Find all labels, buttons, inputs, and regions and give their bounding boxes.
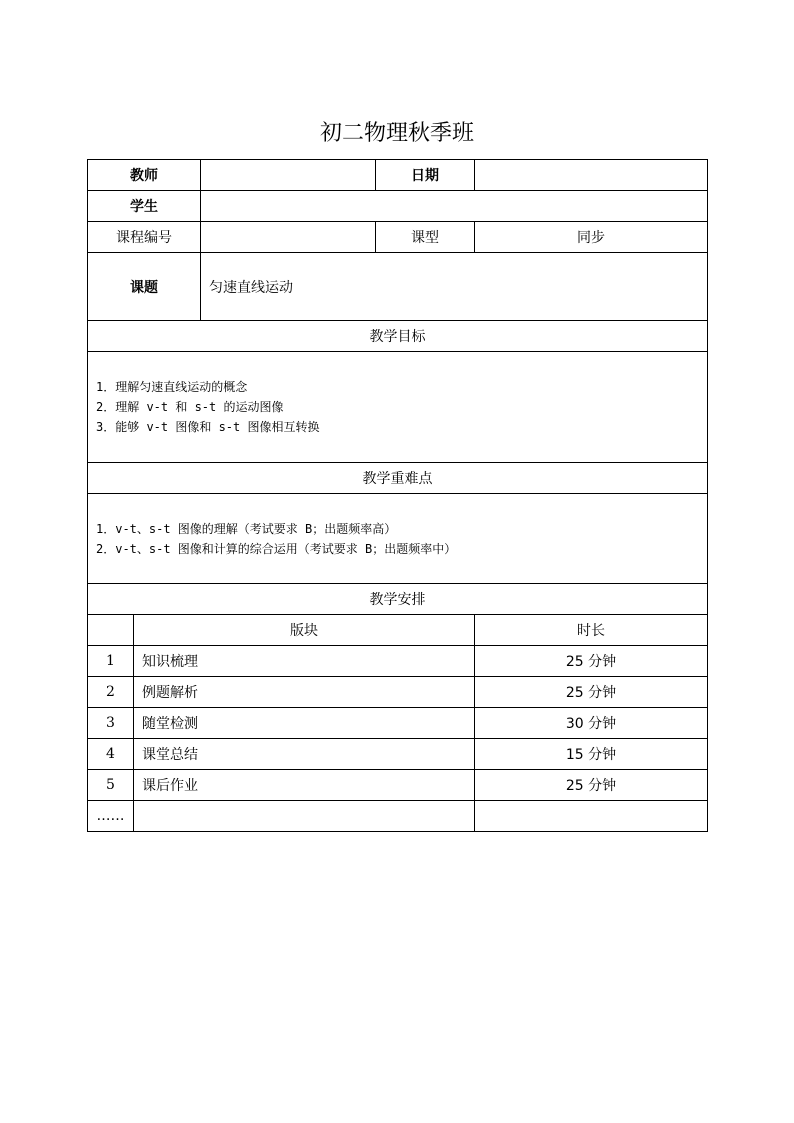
objectives-heading: 教学目标 bbox=[88, 321, 708, 352]
schedule-more-marker: …… bbox=[88, 801, 134, 832]
row-student bbox=[88, 191, 708, 222]
teacher-label: 教师 bbox=[88, 160, 201, 191]
date-label: 日期 bbox=[376, 160, 475, 191]
course-type-value: 同步 bbox=[475, 222, 708, 253]
schedule-row-duration bbox=[475, 801, 708, 832]
schedule-row-duration: 25 分钟 bbox=[475, 677, 708, 708]
schedule-heading: 教学安排 bbox=[88, 584, 708, 615]
schedule-row-number: 5 bbox=[88, 770, 134, 801]
student-value[interactable] bbox=[201, 191, 708, 222]
schedule-row-duration: 15 分钟 bbox=[475, 739, 708, 770]
row-objectives-heading bbox=[88, 321, 708, 352]
table-row bbox=[88, 646, 708, 677]
schedule-block-header: 版块 bbox=[134, 615, 475, 646]
schedule-row-number: 2 bbox=[88, 677, 134, 708]
schedule-row-name: 课后作业 bbox=[134, 770, 475, 801]
row-keypoints-content bbox=[88, 494, 708, 584]
keypoint-item: 2．v-t、s-t 图像和计算的综合运用（考试要求 B；出题频率中） bbox=[96, 541, 457, 556]
row-teacher-date bbox=[88, 160, 708, 191]
schedule-row-duration: 25 分钟 bbox=[475, 646, 708, 677]
schedule-row-name: 课堂总结 bbox=[134, 739, 475, 770]
schedule-row-number: 4 bbox=[88, 739, 134, 770]
objectives-list bbox=[88, 352, 708, 463]
table-row bbox=[88, 708, 708, 739]
table-row bbox=[88, 677, 708, 708]
schedule-row-name: 知识梳理 bbox=[134, 646, 475, 677]
row-topic bbox=[88, 253, 708, 321]
keypoints-list bbox=[88, 494, 708, 584]
topic-value: 匀速直线运动 bbox=[201, 253, 708, 321]
schedule-row-duration: 30 分钟 bbox=[475, 708, 708, 739]
keypoints-heading: 教学重难点 bbox=[88, 463, 708, 494]
row-schedule-columns bbox=[88, 615, 708, 646]
row-course-info bbox=[88, 222, 708, 253]
schedule-row-name: 随堂检测 bbox=[134, 708, 475, 739]
date-value[interactable] bbox=[475, 160, 708, 191]
schedule-duration-header: 时长 bbox=[475, 615, 708, 646]
course-no-value[interactable] bbox=[201, 222, 376, 253]
objective-item: 1．理解匀速直线运动的概念 bbox=[96, 380, 248, 394]
page-title: 初二物理秋季班 bbox=[319, 121, 474, 146]
schedule-row-name bbox=[134, 801, 475, 832]
teacher-value[interactable] bbox=[201, 160, 376, 191]
topic-label: 课题 bbox=[88, 253, 201, 321]
table-row bbox=[88, 770, 708, 801]
objective-item: 3．能够 v-t 图像和 s-t 图像相互转换 bbox=[96, 420, 320, 434]
row-objectives-content bbox=[88, 352, 708, 463]
table-row bbox=[88, 739, 708, 770]
student-label: 学生 bbox=[88, 191, 201, 222]
table-row bbox=[88, 801, 708, 832]
row-schedule-heading bbox=[88, 584, 708, 615]
schedule-row-number: 1 bbox=[88, 646, 134, 677]
schedule-row-duration: 25 分钟 bbox=[475, 770, 708, 801]
schedule-row-number: 3 bbox=[88, 708, 134, 739]
schedule-no-header bbox=[88, 615, 134, 646]
lesson-plan-table bbox=[87, 159, 708, 832]
course-type-label: 课型 bbox=[376, 222, 475, 253]
row-keypoints-heading bbox=[88, 463, 708, 494]
keypoint-item: 1．v-t、s-t 图像的理解（考试要求 B；出题频率高） bbox=[96, 521, 397, 536]
objective-item: 2．理解 v-t 和 s-t 的运动图像 bbox=[96, 400, 284, 414]
schedule-row-name: 例题解析 bbox=[134, 677, 475, 708]
course-no-label: 课程编号 bbox=[88, 222, 201, 253]
